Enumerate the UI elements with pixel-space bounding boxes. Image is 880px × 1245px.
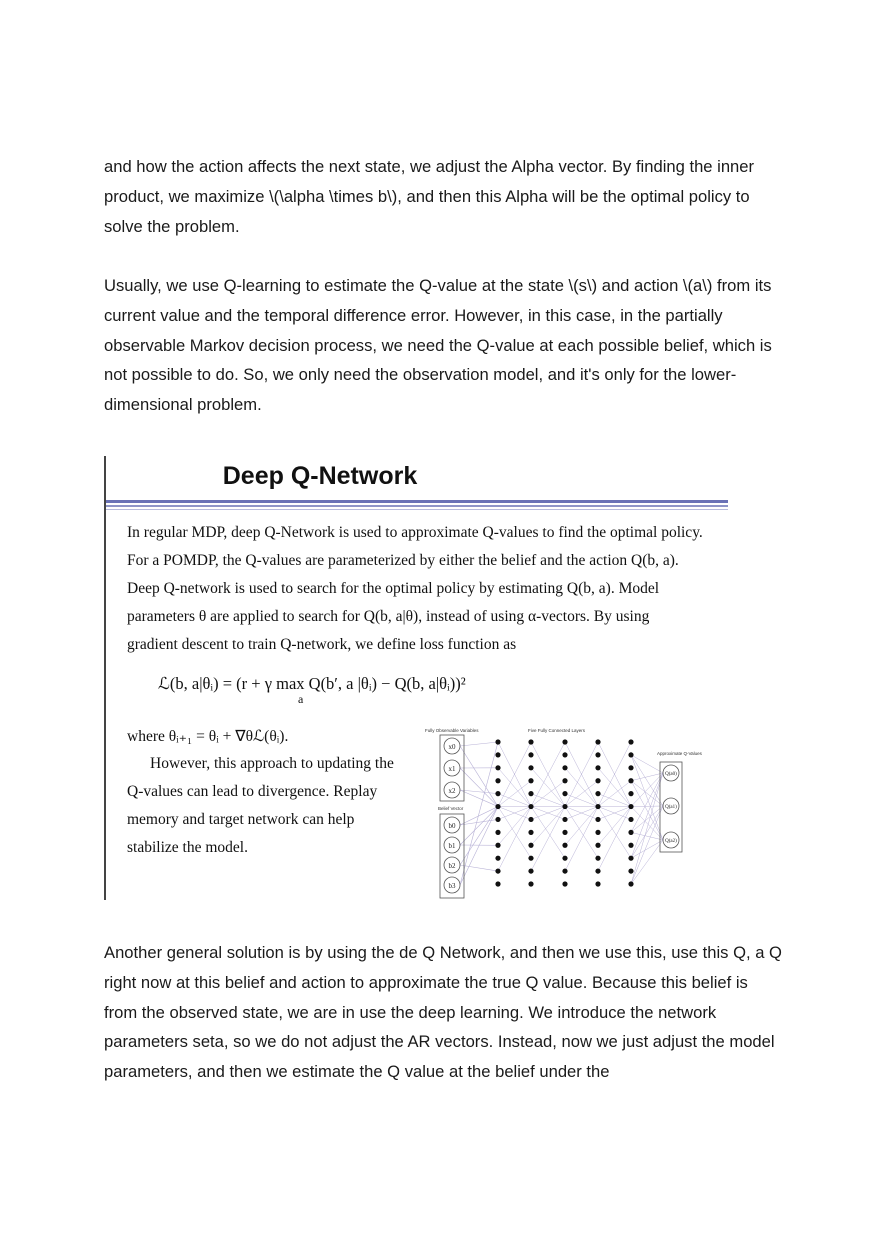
network-edge: [598, 807, 631, 846]
network-edge: [631, 755, 663, 806]
slide-text-line: In regular MDP, deep Q-Network is used to approximate Q-values to find the optimal policy.: [127, 524, 703, 541]
hidden-unit: [595, 830, 600, 835]
paragraph-q-learning: Usually, we use Q-learning to estimate the Q-value at the state \(s\) and action \(a\) from its current value and the temporal difference error. However, in this case, in the partially observable Markov decision process, we need the Q-value at each possible belief, which is not possible to do. So, we only need the observation model, and it's only for the lower-dimensional problem.: [104, 276, 772, 415]
hidden-unit: [595, 765, 600, 770]
hidden-unit: [495, 804, 500, 809]
hidden-unit: [562, 868, 567, 873]
network-edge: [631, 840, 663, 858]
hidden-unit: [628, 843, 633, 848]
hidden-unit: [528, 752, 533, 757]
network-nodes: [440, 735, 682, 898]
diagram-label-hidden-layers: Five Fully Connected Layers: [528, 728, 586, 733]
diagram-label-approx-q: Approximate Q-Values: [657, 751, 702, 756]
network-edge: [631, 806, 663, 807]
network-edge: [498, 781, 531, 807]
network-edge: [460, 746, 498, 807]
network-edge: [598, 768, 631, 807]
hidden-unit: [595, 856, 600, 861]
hidden-unit: [595, 881, 600, 886]
slide-text-line: gradient descent to train Q-network, we define loss function as: [127, 636, 517, 653]
hidden-unit: [595, 817, 600, 822]
q-output-label: Q(a0): [665, 772, 677, 777]
slide-text-line: Deep Q-network is used to search for the optimal policy by estimating Q(b, a). Model: [127, 580, 660, 597]
network-edge: [460, 865, 498, 871]
hidden-unit: [595, 739, 600, 744]
hidden-unit: [562, 804, 567, 809]
network-edge: [531, 768, 565, 807]
hidden-unit: [528, 804, 533, 809]
x-input-label: x1: [448, 765, 456, 773]
update-rule: where θᵢ₊₁ = θᵢ + ∇θℒ(θᵢ).: [127, 728, 289, 745]
paragraph-alpha-vector: and how the action affects the next state, we adjust the Alpha vector. By finding the inner product, we maximize \(\alpha \times b\), and then this Alpha will be the optimal policy to solve the problem.: [104, 157, 755, 236]
hidden-unit: [562, 856, 567, 861]
slide-text-line: parameters θ are applied to search for Q(b, a|θ), instead of using α-vectors. By using: [127, 608, 650, 625]
network-edge: [631, 773, 663, 781]
hidden-unit: [562, 817, 567, 822]
hidden-unit: [628, 791, 633, 796]
hidden-unit: [528, 817, 533, 822]
hidden-unit: [595, 752, 600, 757]
hidden-unit: [628, 739, 633, 744]
hidden-unit: [495, 791, 500, 796]
hidden-unit: [528, 739, 533, 744]
network-edge: [631, 806, 663, 858]
network-edge: [598, 781, 631, 807]
hidden-unit: [595, 778, 600, 783]
network-edges: [460, 742, 663, 885]
hidden-unit: [528, 881, 533, 886]
hidden-unit: [628, 830, 633, 835]
hidden-unit: [628, 817, 633, 822]
network-edge: [531, 794, 565, 807]
hidden-unit: [628, 778, 633, 783]
hidden-unit: [495, 739, 500, 744]
hidden-unit: [495, 881, 500, 886]
hidden-unit: [562, 843, 567, 848]
formula-max-subscript: a: [298, 692, 304, 706]
network-edge: [498, 768, 531, 807]
network-edge: [460, 807, 498, 885]
hidden-unit: [562, 752, 567, 757]
belief-input-label: b0: [448, 822, 456, 830]
network-edge: [631, 755, 663, 773]
loss-formula: ℒ(b, a|θᵢ) = (r + γ max Q(b′, a |θᵢ) − Q(b, a|θᵢ))²: [158, 674, 466, 693]
x-input-label: x0: [448, 743, 456, 751]
network-edge: [631, 755, 663, 840]
network-edge: [565, 807, 598, 872]
hidden-unit: [628, 804, 633, 809]
belief-input-label: b1: [448, 842, 456, 850]
slide-text-line: For a POMDP, the Q-values are parameterized by either the belief and the action Q(b, a).: [127, 552, 679, 569]
network-edge: [565, 794, 598, 807]
network-edge: [598, 807, 631, 872]
hidden-unit: [495, 765, 500, 770]
hidden-unit: [628, 881, 633, 886]
hidden-unit: [495, 856, 500, 861]
network-edge: [498, 807, 531, 872]
hidden-unit: [495, 843, 500, 848]
network-edge: [460, 742, 498, 885]
network-edge: [565, 781, 598, 807]
network-edge: [598, 794, 631, 807]
diagram-label-belief-vector: Belief Vector: [438, 806, 464, 811]
hidden-unit: [562, 830, 567, 835]
hidden-unit: [528, 843, 533, 848]
slide-text-line: Q-values can lead to divergence. Replay: [127, 783, 378, 800]
network-edge: [460, 807, 498, 865]
network-edge: [460, 768, 498, 807]
hidden-unit: [628, 765, 633, 770]
network-edge: [460, 807, 498, 845]
network-edge: [531, 807, 565, 859]
paragraph-deep-q-network: Another general solution is by using the de Q Network, and then we use this, use this Q, a Q right now at this belief and action to approximate the true Q value. Because this belief is from the observed state, we are in use the deep learning. We introduce the network parameters seta, so we do not adjust the AR vectors. Instead, now we just adjust the model parameters, and then we estimate the Q value at the belief under the: [104, 943, 782, 1082]
diagram-label-fully-observable: Fully Observable Variables: [425, 728, 479, 733]
hidden-unit: [562, 739, 567, 744]
q-output-label: Q(a1): [665, 805, 677, 810]
network-edge: [565, 807, 598, 846]
slide-title: Deep Q-Network: [222, 462, 418, 490]
network-edge: [531, 807, 565, 846]
network-edge: [498, 807, 531, 846]
hidden-unit: [628, 868, 633, 873]
hidden-unit: [595, 868, 600, 873]
network-edge: [460, 790, 498, 807]
network-edge: [531, 807, 565, 872]
hidden-unit: [628, 752, 633, 757]
network-edge: [598, 807, 631, 859]
slide-text-line: However, this approach to updating the: [150, 755, 394, 772]
belief-input-label: b3: [448, 882, 456, 890]
network-edge: [460, 790, 498, 794]
hidden-unit: [528, 856, 533, 861]
hidden-unit: [528, 778, 533, 783]
network-edge: [565, 768, 598, 807]
hidden-unit: [528, 791, 533, 796]
hidden-unit: [495, 752, 500, 757]
hidden-unit: [528, 765, 533, 770]
q-output-label: Q(a2): [665, 839, 677, 844]
slide-text-line: stabilize the model.: [127, 839, 248, 856]
network-edge: [631, 832, 663, 840]
network-edge: [565, 807, 598, 859]
hidden-unit: [595, 843, 600, 848]
network-edge: [531, 781, 565, 807]
hidden-unit: [562, 881, 567, 886]
hidden-unit: [495, 868, 500, 873]
hidden-unit: [562, 778, 567, 783]
network-edge: [498, 794, 531, 807]
x-input-label: x2: [448, 787, 456, 795]
network-edge: [460, 742, 498, 746]
hidden-unit: [562, 791, 567, 796]
belief-input-label: b2: [448, 862, 456, 870]
network-edge: [631, 840, 663, 884]
hidden-unit: [528, 868, 533, 873]
hidden-unit: [495, 817, 500, 822]
hidden-unit: [528, 830, 533, 835]
hidden-unit: [595, 804, 600, 809]
hidden-unit: [495, 778, 500, 783]
hidden-unit: [595, 791, 600, 796]
slide-text-line: memory and target network can help: [127, 811, 355, 828]
network-edge: [498, 807, 531, 859]
hidden-unit: [628, 856, 633, 861]
hidden-unit: [495, 830, 500, 835]
hidden-unit: [562, 765, 567, 770]
